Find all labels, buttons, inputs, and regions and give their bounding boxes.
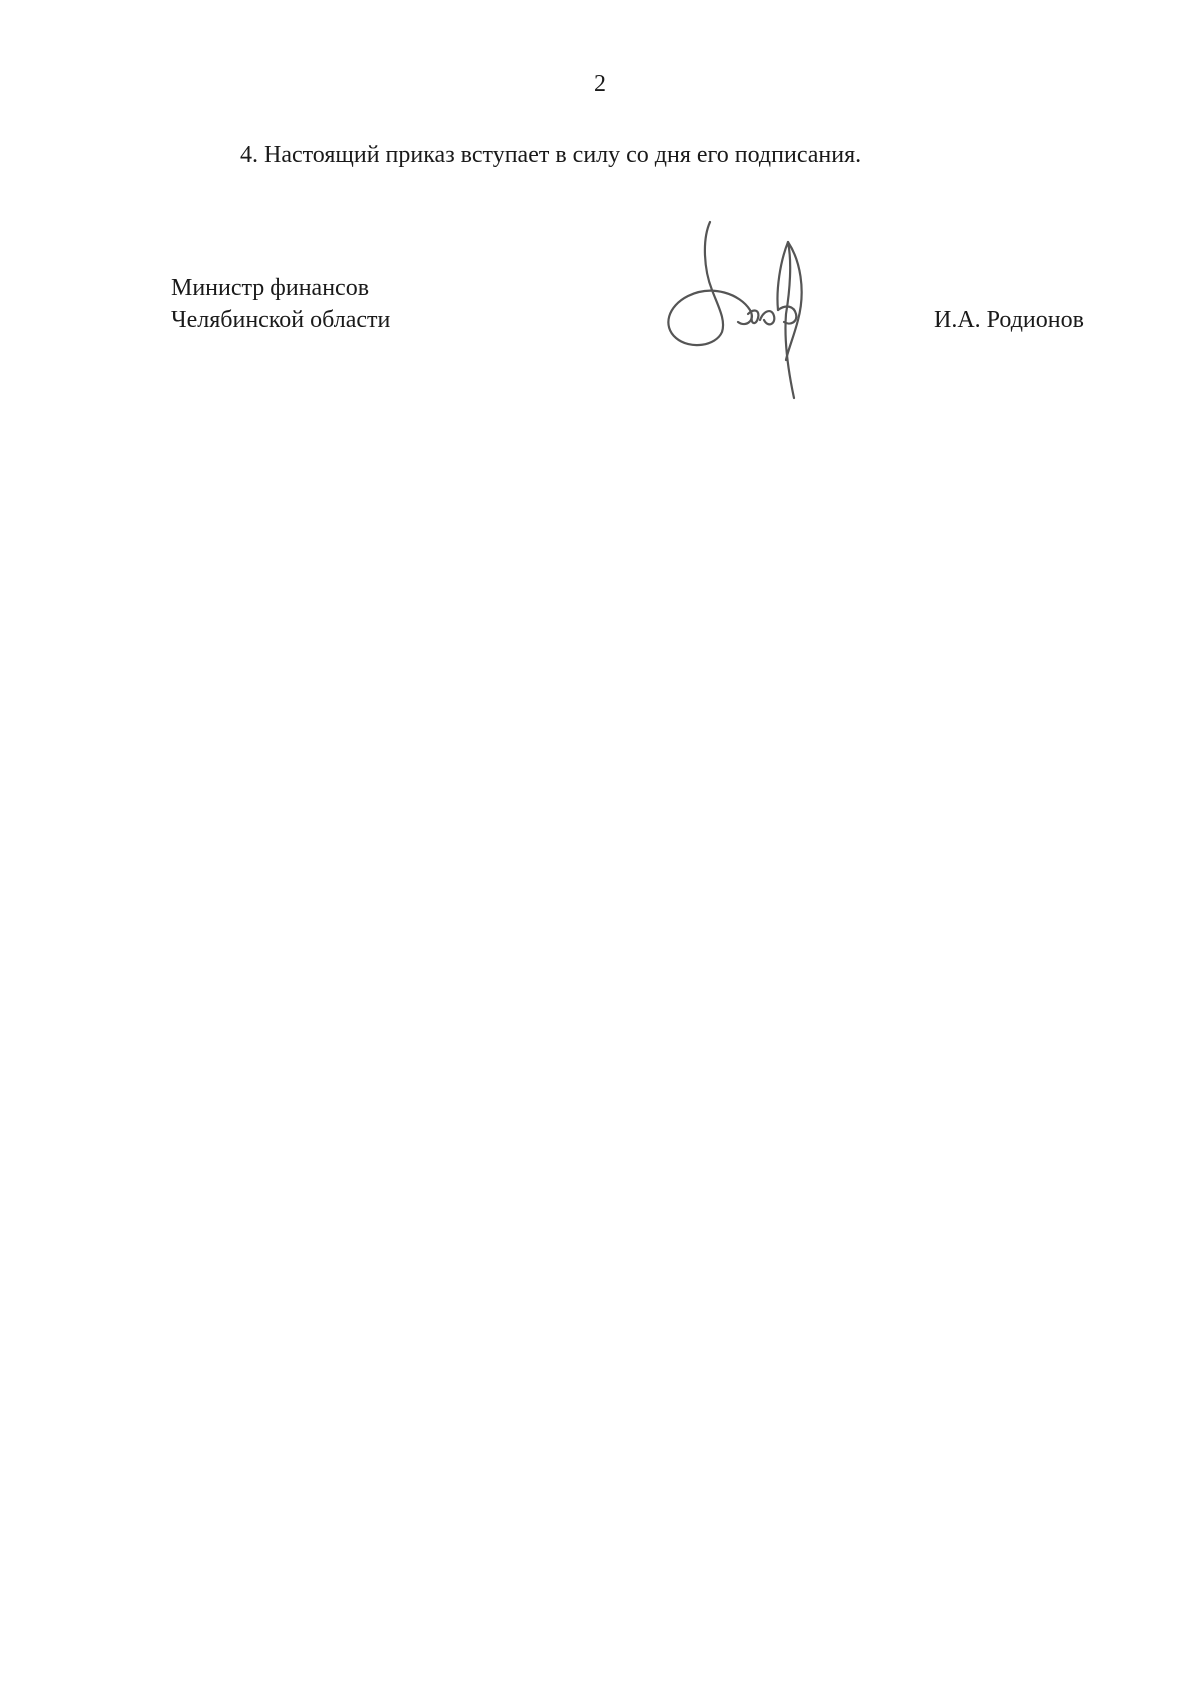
signature-icon [660, 210, 850, 410]
signatory-position-line-2: Челябинской области [171, 307, 391, 333]
page-number: 2 [594, 71, 606, 97]
signatory-position-line-1: Министр финансов [171, 275, 370, 301]
signatory-name: И.А. Родионов [934, 307, 1084, 333]
signatory-position [171, 272, 390, 336]
paragraph-4: 4. Настоящий приказ вступает в силу со дня его подписания. [240, 142, 862, 168]
